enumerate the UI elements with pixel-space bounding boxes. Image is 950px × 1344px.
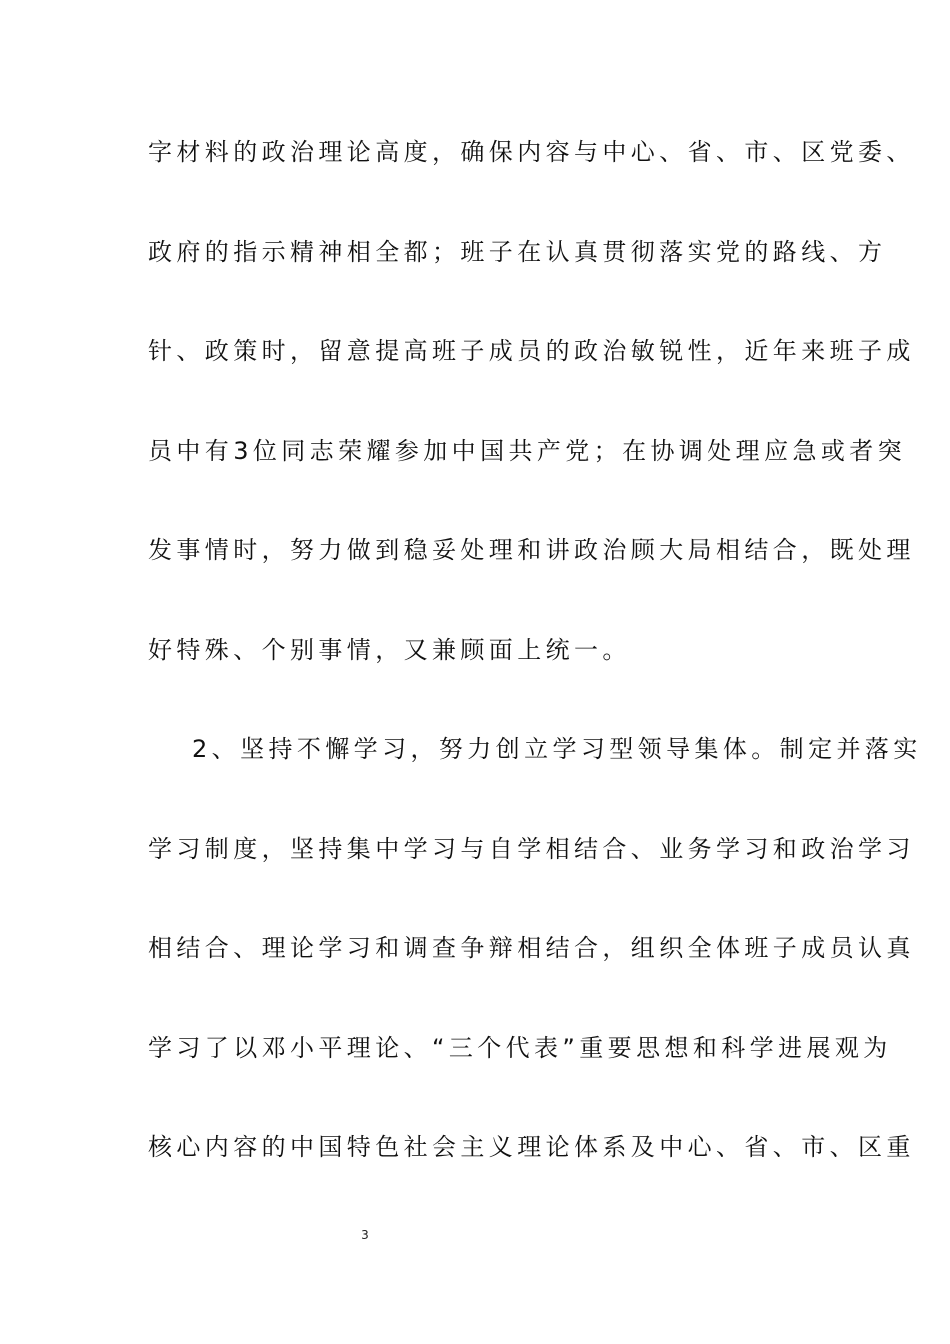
text-line: 学习制度，坚持集中学习与自学相结合、业务学习和政治学习: [148, 834, 915, 863]
page-number: 3: [361, 1228, 369, 1242]
body-text: [148, 128, 922, 1223]
text-line: 政府的指示精神相全都；班子在认真贯彻落实党的路线、方: [148, 237, 887, 266]
text-line: 核心内容的中国特色社会主义理论体系及中心、省、市、区重: [148, 1133, 915, 1161]
text-line: 发事情时，努力做到稳妥处理和讲政治顾大局相结合，既处理: [148, 536, 915, 564]
text-line: 好特殊、个别事情，又兼顾面上统一。: [148, 635, 631, 664]
paragraph-start-line: 2、坚持不懈学习，努力创立学习型领导集体。制定并落实: [192, 735, 922, 763]
text-line: 相结合、理论学习和调查争辩相结合，组织全体班子成员认真: [148, 934, 915, 962]
text-line: 员中有3位同志荣耀参加中国共产党；在协调处理应急或者突: [148, 436, 907, 465]
text-line: 学习了以邓小平理论、“三个代表”重要思想和科学进展观为: [148, 1033, 892, 1062]
text-line: 字材料的政治理论高度，确保内容与中心、省、市、区党委、: [148, 138, 915, 166]
text-line: 针、政策时，留意提高班子成员的政治敏锐性，近年来班子成: [148, 337, 915, 365]
